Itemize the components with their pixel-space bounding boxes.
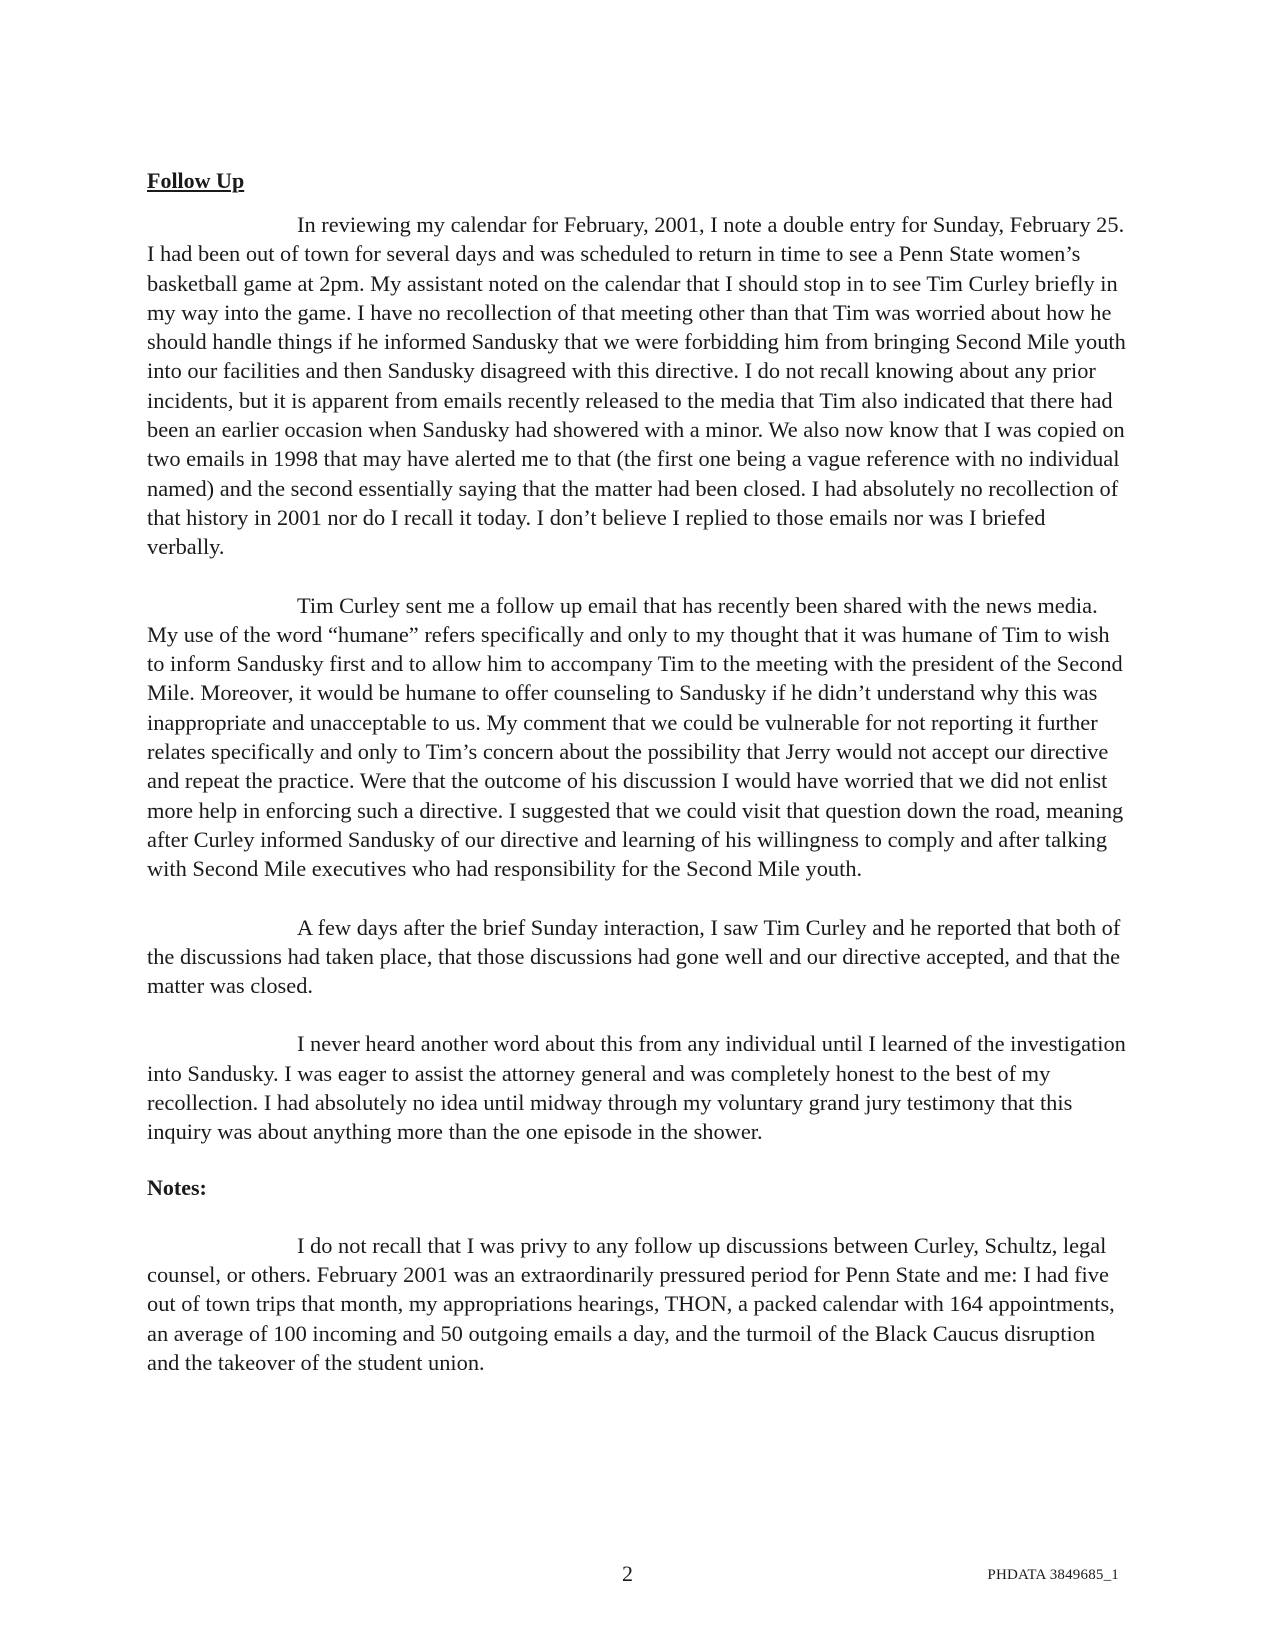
paragraph-calendar-review: In reviewing my calendar for February, 2001, I note a double entry for Sunday, February 25. I had been out of town for several days and was scheduled to return in time to see a Penn State women’s basketball game at 2pm. My assistant noted on the calendar that I should stop in to see Tim Curley briefly in my way into the game. I have no recollection of that meeting other than that Tim was worried about how he should handle things if he informed Sandusky that we were forbidding him from bringing Second Mile youth into our facilities and then Sandusky disagreed with this directive. I do not recall knowing about any prior incidents, but it is apparent from emails recently released to the media that Tim also indicated that there had been an earlier occasion when Sandusky had showered with a minor. We also now know that I was copied on two emails in 1998 that may have alerted me to that (the first one being a vague reference with no individual named) and the second essentially saying that the matter had been closed. I had absolutely no recollection of that history in 2001 nor do I recall it today. I don’t believe I replied to those emails nor was I briefed verbally. <box>147 212 1126 560</box>
document-id-footer: PHDATA 3849685_1 <box>987 1567 1119 1583</box>
page-number: 2 <box>622 1561 633 1586</box>
section-heading-follow-up: Follow Up <box>147 168 245 193</box>
paragraph-follow-up-email: Tim Curley sent me a follow up email that has recently been shared with the news media. My use of the word “humane” refers specifically and only to my thought that it was humane of Tim to wish to inform Sandusky first and to allow him to accompany Tim to the meeting with the president of the Second Mile. Moreover, it would be humane to offer counseling to Sandusky if he didn’t understand why this was inappropriate and unacceptable to us. My comment that we could be vulnerable for not reporting it further relates specifically and only to Tim’s concern about the possibility that Jerry would not accept our directive and repeat the practice. Were that the outcome of his discussion I would have worried that we did not enlist more help in enforcing such a directive. I suggested that we could visit that question down the road, meaning after Curley informed Sandusky of our directive and learning of his willingness to comply and after talking with Second Mile executives who had responsibility for the Second Mile youth. <box>147 592 1124 882</box>
section-heading-notes: Notes: <box>147 1174 207 1200</box>
document-body <box>147 168 1127 1377</box>
paragraph-investigation: I never heard another word about this from any individual until I learned of the investigation into Sandusky. I was eager to assist the attorney general and was completely honest to the best of my recollection. I had absolutely no idea until midway through my voluntary grand jury testimony that this inquiry was about anything more than the one episode in the shower. <box>147 1031 1126 1145</box>
paragraph-notes: I do not recall that I was privy to any follow up discussions between Curley, Schultz, legal counsel, or others. February 2001 was an extraordinarily pressured period for Penn State and me: I had five out of town trips that month, my appropriations hearings, THON, a packed calendar with 164 appointments, an average of 100 incoming and 50 outgoing emails a day, and the turmoil of the Black Caucus disruption and the takeover of the student union. <box>147 1232 1115 1375</box>
paragraph-curley-report: A few days after the brief Sunday interaction, I saw Tim Curley and he reported that both of the discussions had taken place, that those discussions had gone well and our directive accepted, and that the matter was closed. <box>147 914 1121 999</box>
